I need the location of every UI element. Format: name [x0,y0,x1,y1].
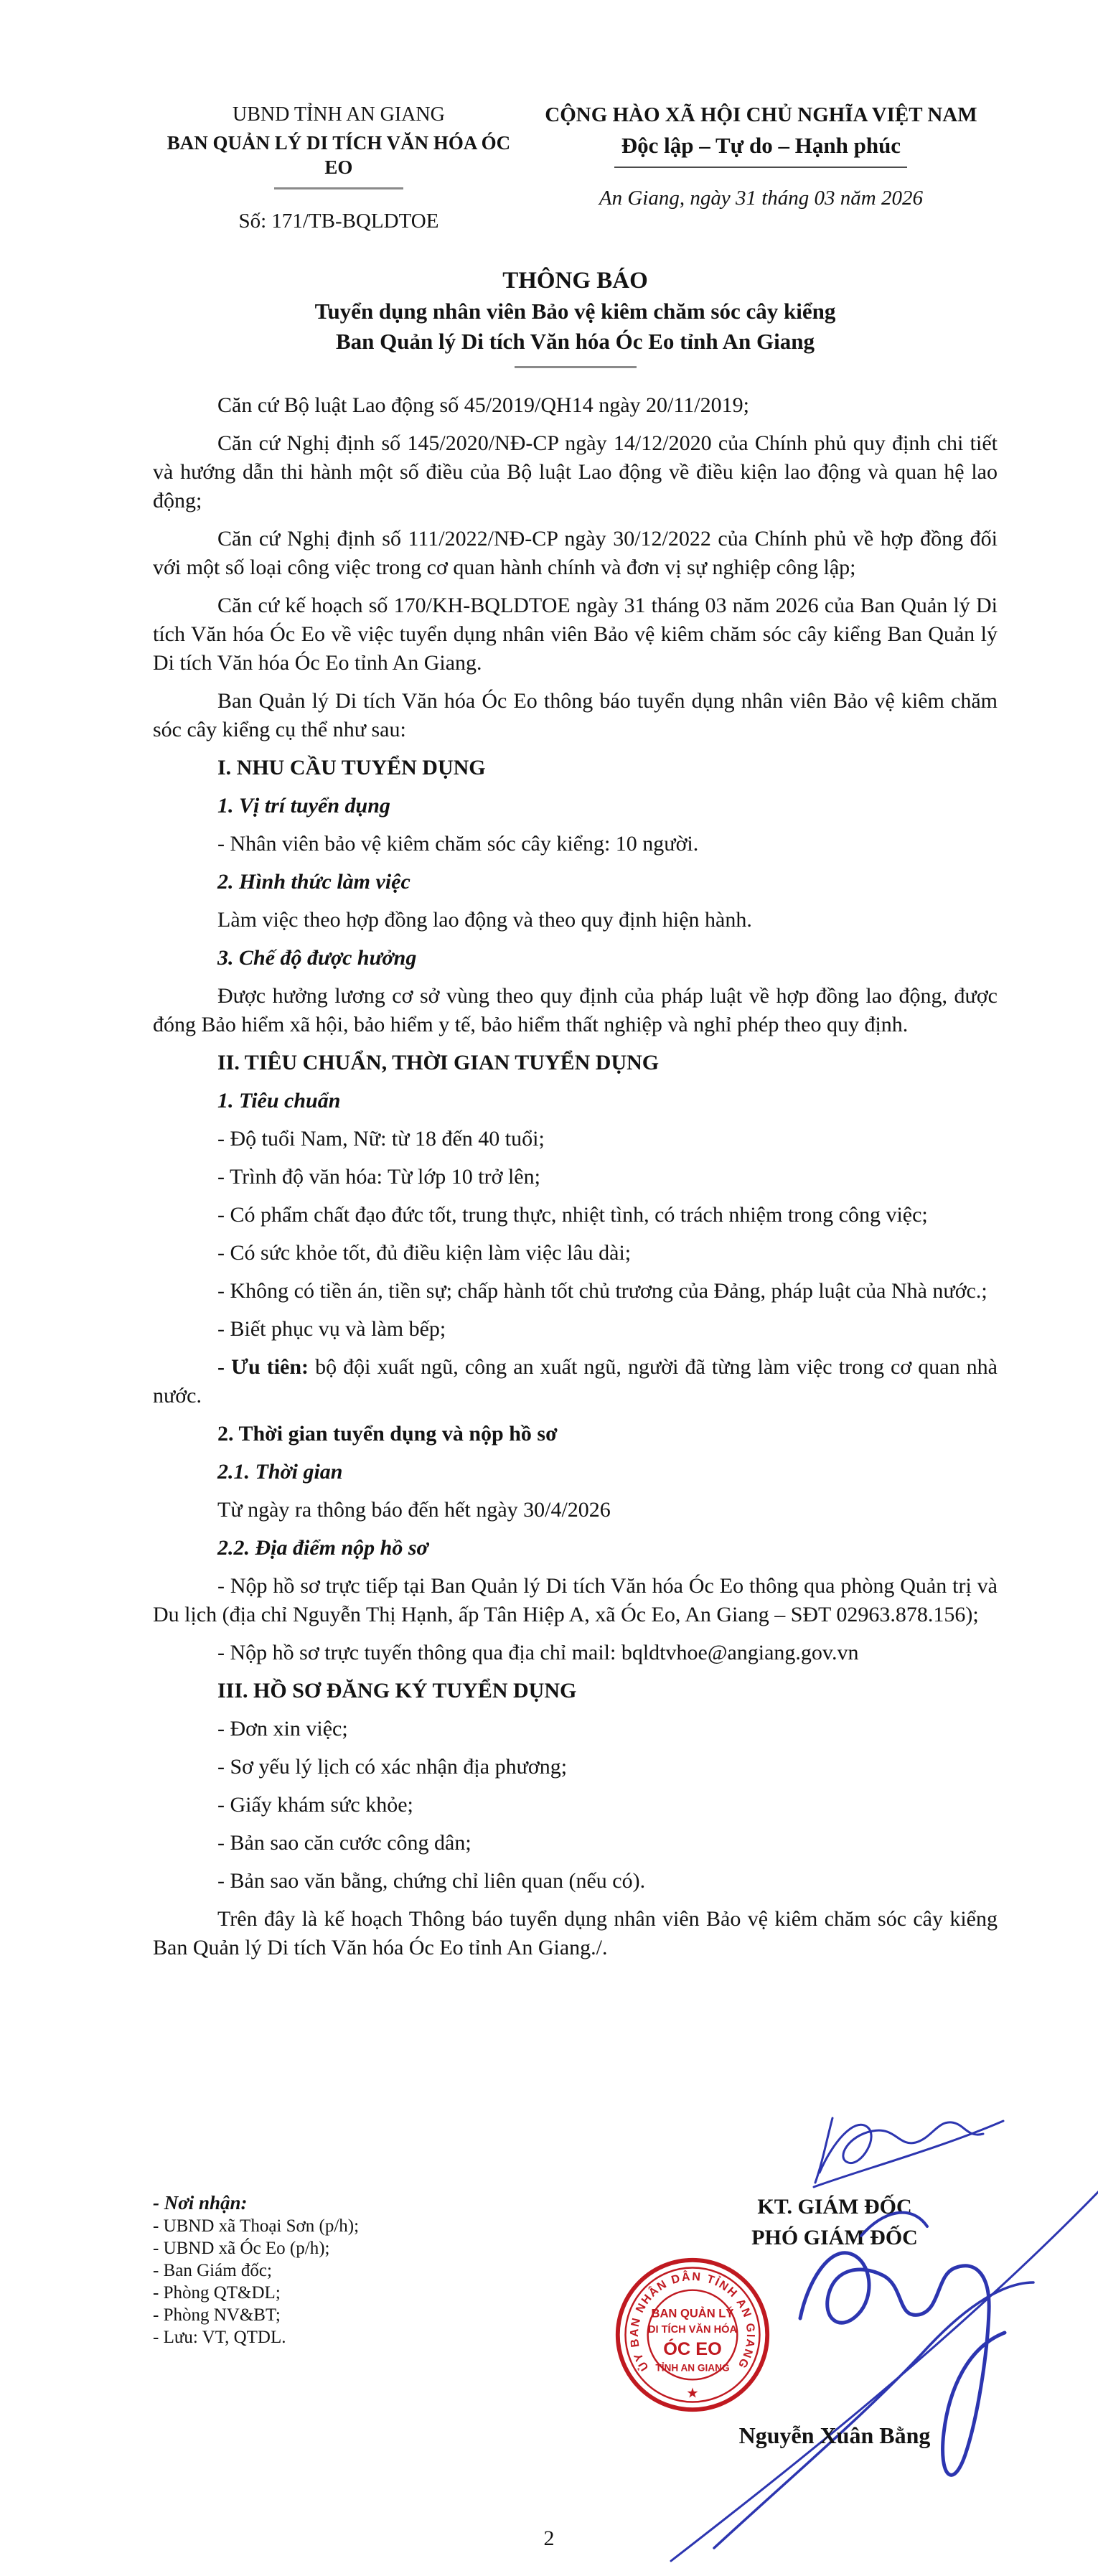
body-paragraph: Được hưởng lương cơ sở vùng theo quy định của pháp luật về hợp đồng lao động, được đóng Bảo hiểm xã hội, bảo hiểm y tế, bảo hiểm thất nghiệp và nghỉ phép theo quy định. [153,984,998,1037]
body-paragraph: - Nộp hồ sơ trực tuyến thông qua địa chỉ mail: bqldtvhoe@angiang.gov.vn [217,1641,859,1665]
recipient-item: - Ban Giám đốc; [153,2261,272,2280]
body-paragraph: - Đơn xin việc; [217,1717,348,1741]
signer-name: Nguyễn Xuân Bằng [738,2422,931,2448]
recipient-item: - Phòng QT&DL; [153,2283,281,2303]
official-stamp [612,2254,773,2415]
body-paragraph: - Có sức khỏe tốt, đủ điều kiện làm việc lâu dài; [217,1241,632,1265]
body-paragraph: - Bản sao căn cước công dân; [217,1831,471,1855]
body-paragraph: - Có phẩm chất đạo đức tốt, trung thực, nhiệt tình, có trách nhiệm trong công việc; [217,1203,928,1227]
page-number: 2 [543,2526,555,2550]
document-title-line2: Ban Quản lý Di tích Văn hóa Óc Eo tỉnh An Giang [336,329,815,355]
recipient-item: - UBND xã Óc Eo (p/h); [153,2239,330,2258]
header-national-motto [525,102,998,235]
stamp-line3: ÓC EO [663,2339,722,2360]
section-heading-3: III. HỒ SƠ ĐĂNG KÝ TUYỂN DỤNG [217,1679,577,1703]
stamp-ring-text: ỦY BAN NHÂN DÂN TỈNH AN GIANG [627,2270,758,2374]
org-divider [274,187,403,189]
body-paragraph: - Nhân viên bảo vệ kiêm chăm sóc cây kiểng: 10 người. [217,832,699,856]
recipient-item: - Phòng NV&BT; [153,2305,281,2325]
body-paragraph: - Nộp hồ sơ trực tiếp tại Ban Quản lý Di tích Văn hóa Óc Eo thông qua phòng Quản trị và Du lịch (địa chỉ Nguyễn Thị Hạnh, ấp Tân Hiệp A, xã Óc Eo, An Giang – SĐT 02963.878.156); [153,1574,998,1627]
recipients-label: - Nơi nhận: [153,2192,248,2214]
body-paragraph: Làm việc theo hợp đồng lao động và theo quy định hiện hành. [217,908,752,932]
document-title-block [153,268,998,368]
body-paragraph: - Không có tiền án, tiền sự; chấp hành tốt chủ trương của Đảng, pháp luật của Nhà nước.; [217,1279,987,1303]
subsection-heading: 2. Thời gian tuyển dụng và nộp hồ sơ [217,1422,558,1446]
body-paragraph: - Giấy khám sức khỏe; [217,1793,413,1817]
body-paragraph: Ban Quản lý Di tích Văn hóa Óc Eo thông báo tuyển dụng nhân viên Bảo vệ kiêm chăm sóc cây kiểng cụ thể như sau: [153,689,998,742]
section-heading-2: II. TIÊU CHUẨN, THỜI GIAN TUYỂN DỤNG [217,1051,660,1075]
stamp-line2: DI TÍCH VĂN HÓA [647,2324,738,2336]
signature-initial [811,2092,1012,2193]
title-divider [515,366,637,368]
subsection-heading: 1. Vị trí tuyển dụng [217,794,390,818]
recipient-item: - UBND xã Thoại Sơn (p/h); [153,2216,360,2236]
closing-paragraph: Trên đây là kế hoạch Thông báo tuyển dụng nhân viên Bảo vệ kiêm chăm sóc cây kiểng Ban Quản lý Di tích Văn hóa Óc Eo tỉnh An Giang./. [153,1907,998,1960]
subsection-heading: 2.1. Thời gian [217,1460,343,1484]
body-paragraph: - Trình độ văn hóa: Từ lớp 10 trở lên; [217,1165,540,1189]
stamp-line1: BAN QUẢN LÝ [651,2306,734,2320]
stamp-star-icon: ★ [686,2384,699,2402]
recipients-block [153,2191,359,2348]
svg-text:ỦY BAN NHÂN DÂN TỈNH AN GIANG [628,2270,757,2374]
body-paragraph: Căn cứ Bộ luật Lao động số 45/2019/QH14 ngày 20/11/2019; [217,393,749,418]
body-paragraph: - Sơ yếu lý lịch có xác nhận địa phương; [217,1755,568,1779]
national-motto: Độc lập – Tự do – Hạnh phúc [621,133,901,159]
document-body [153,391,998,1962]
document-kind: THÔNG BÁO [502,268,648,294]
priority-text: bộ đội xuất ngũ, công an xuất ngũ, người đã từng làm việc trong cơ quan nhà nước. [153,1355,998,1408]
place-dateline: An Giang, ngày 31 tháng 03 năm 2026 [599,186,923,210]
header-issuing-org [153,102,525,235]
body-paragraph: Căn cứ kế hoạch số 170/KH-BQLDTOE ngày 31 tháng 03 năm 2026 của Ban Quản lý Di tích Văn hóa Óc Eo về việc tuyển dụng nhân viên Bảo vệ kiêm chăm sóc cây kiểng Ban Quản lý Di tích Văn hóa Óc Eo tỉnh An Giang. [153,594,998,675]
subsection-heading: 2.2. Địa điểm nộp hồ sơ [217,1536,428,1560]
stamp-line4: TỈNH AN GIANG [655,2362,730,2374]
org-name: BAN QUẢN LÝ DI TÍCH VĂN HÓA ÓC EO [166,131,511,179]
signing-block [662,2191,1007,2252]
signer-title-2: PHÓ GIÁM ĐỐC [751,2226,918,2249]
recipient-item: - Lưu: VT, QTDL. [153,2328,286,2347]
body-paragraph: Từ ngày ra thông báo đến hết ngày 30/4/2026 [217,1498,611,1522]
body-paragraph: - Biết phục vụ và làm bếp; [217,1317,446,1341]
document-number: Số: 171/TB-BQLDTOE [238,209,439,233]
org-parent: UBND TỈNH AN GIANG [233,103,445,126]
subsection-heading: 3. Chế độ được hưởng [217,946,417,970]
body-paragraph: Căn cứ Nghị định số 145/2020/NĐ-CP ngày 14/12/2020 của Chính phủ quy định chi tiết và hướng dẫn thi hành một số điều của Bộ luật Lao động về điều kiện lao động và quan hệ lao động; [153,431,998,513]
national-title: CỘNG HÀO XÃ HỘI CHỦ NGHĨA VIỆT NAM [545,103,977,126]
priority-label: - Ưu tiên: [217,1355,309,1380]
subsection-heading: 1. Tiêu chuẩn [217,1089,341,1113]
document-header [153,102,998,235]
document-title-line1: Tuyển dụng nhân viên Bảo vệ kiêm chăm sóc cây kiểng [314,299,836,324]
motto-divider [614,167,907,168]
body-paragraph-priority [153,1353,998,1410]
body-paragraph: - Bản sao văn bằng, chứng chỉ liên quan (nếu có). [217,1869,646,1893]
body-paragraph: Căn cứ Nghị định số 111/2022/NĐ-CP ngày 30/12/2022 của Chính phủ về hợp đồng đối với một số loại công việc trong cơ quan hành chính và đơn vị sự nghiệp công lập; [153,527,998,580]
body-paragraph: - Độ tuổi Nam, Nữ: từ 18 đến 40 tuổi; [217,1127,545,1151]
subsection-heading: 2. Hình thức làm việc [217,870,410,894]
section-heading-1: I. NHU CẦU TUYỂN DỤNG [217,756,486,780]
signer-title-1: KT. GIÁM ĐỐC [757,2195,912,2219]
